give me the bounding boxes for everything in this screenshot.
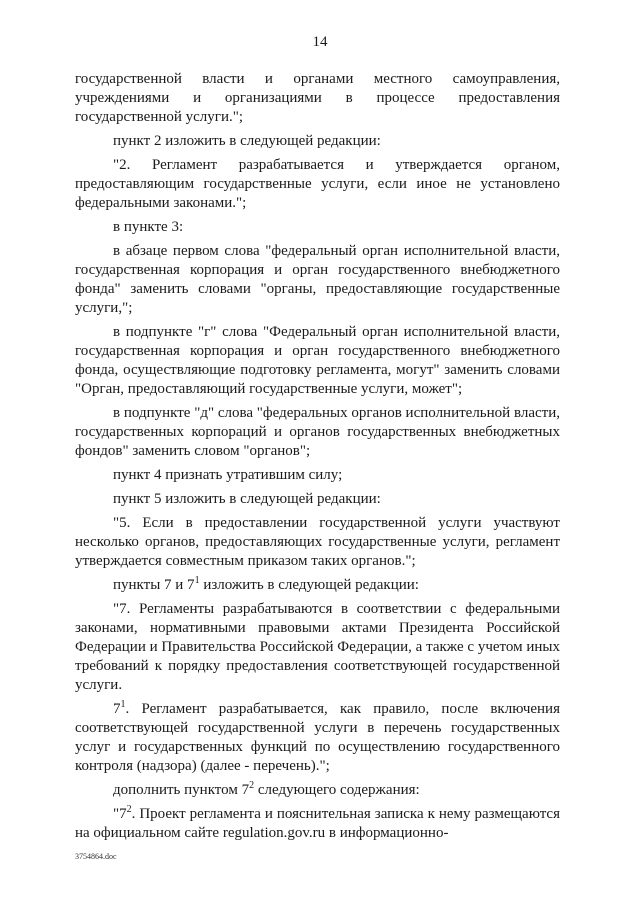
text-run: пункт 2 изложить в следующей редакции:: [113, 133, 381, 149]
paragraph: [75, 242, 560, 318]
text-run: "7: [113, 806, 127, 822]
text-run: в пункте 3:: [113, 219, 184, 235]
text-run: в подпункте "г" слова "Федеральный орган исполнительной власти, государственная корпорация и орган государственного внебюджетного фонда, осуществляющие подготовку регламента, могут" заменить словами "Орган, предоставляющий государственные услуги, может";: [75, 324, 560, 397]
text-run: пункты 7 и 7: [113, 577, 195, 593]
text-run: следующего содержания:: [254, 782, 420, 798]
text-run: пункт 5 изложить в следующей редакции:: [113, 491, 381, 507]
paragraph: [75, 700, 560, 776]
text-run: государственной власти и органами местного самоуправления, учреждениями и организациями в процессе предоставления государственной услуги.";: [75, 71, 560, 125]
superscript: 2: [126, 804, 132, 815]
text-run: 7: [113, 701, 121, 717]
paragraph: [75, 514, 560, 571]
text-run: "7. Регламенты разрабатываются в соответствии с федеральными законами, нормативными правовыми актами Президента Российской Федерации и Правительства Российской Федерации, а также с учетом иных требований к порядку предоставления соответствующей государственной услуги.: [75, 601, 560, 693]
paragraph: [75, 490, 560, 509]
paragraph: [75, 466, 560, 485]
superscript: 2: [249, 780, 255, 791]
footer-filename: 3754864.doc: [75, 852, 117, 861]
superscript: 1: [120, 699, 126, 710]
text-run: "5. Если в предоставлении государственной услуги участвуют несколько органов, предоставляющих государственные услуги, регламент утверждается совместным приказом таких органов.";: [75, 515, 560, 569]
document-body: [75, 70, 560, 848]
paragraph: [75, 132, 560, 151]
paragraph: [75, 218, 560, 237]
text-run: пункт 4 признать утратившим силу;: [113, 467, 343, 483]
paragraph: [75, 323, 560, 399]
text-run: в подпункте "д" слова "федеральных органов исполнительной власти, государственных корпораций и органов государственных внебюджетных фондов" заменить словом "органов";: [75, 405, 560, 459]
text-run: . Проект регламента и пояснительная записка к нему размещаются на официальном сайте regulation.gov.ru в информационно-: [75, 806, 560, 841]
text-run: . Регламент разрабатывается, как правило, после включения соответствующей государственной услуги в перечень государственных услуг и государственных функций по осуществлению государственного контроля (надзора) (далее - перечень).";: [75, 701, 560, 774]
superscript: 1: [194, 575, 200, 586]
page-number: 14: [312, 34, 328, 50]
paragraph: [75, 576, 560, 595]
paragraph: [75, 781, 560, 800]
paragraph: [75, 805, 560, 843]
paragraph: [75, 404, 560, 461]
text-run: изложить в следующей редакции:: [199, 577, 419, 593]
text-run: дополнить пунктом 7: [113, 782, 250, 798]
paragraph: [75, 70, 560, 127]
text-run: "2. Регламент разрабатывается и утверждается органом, предоставляющим государственные услуги, если иное не установлено федеральными законами.";: [75, 157, 560, 211]
paragraph: [75, 156, 560, 213]
paragraph: [75, 600, 560, 695]
text-run: в абзаце первом слова "федеральный орган исполнительной власти, государственная корпорация и орган государственного внебюджетного фонда" заменить словами "органы, предоставляющие государственные услуги,";: [75, 243, 560, 316]
